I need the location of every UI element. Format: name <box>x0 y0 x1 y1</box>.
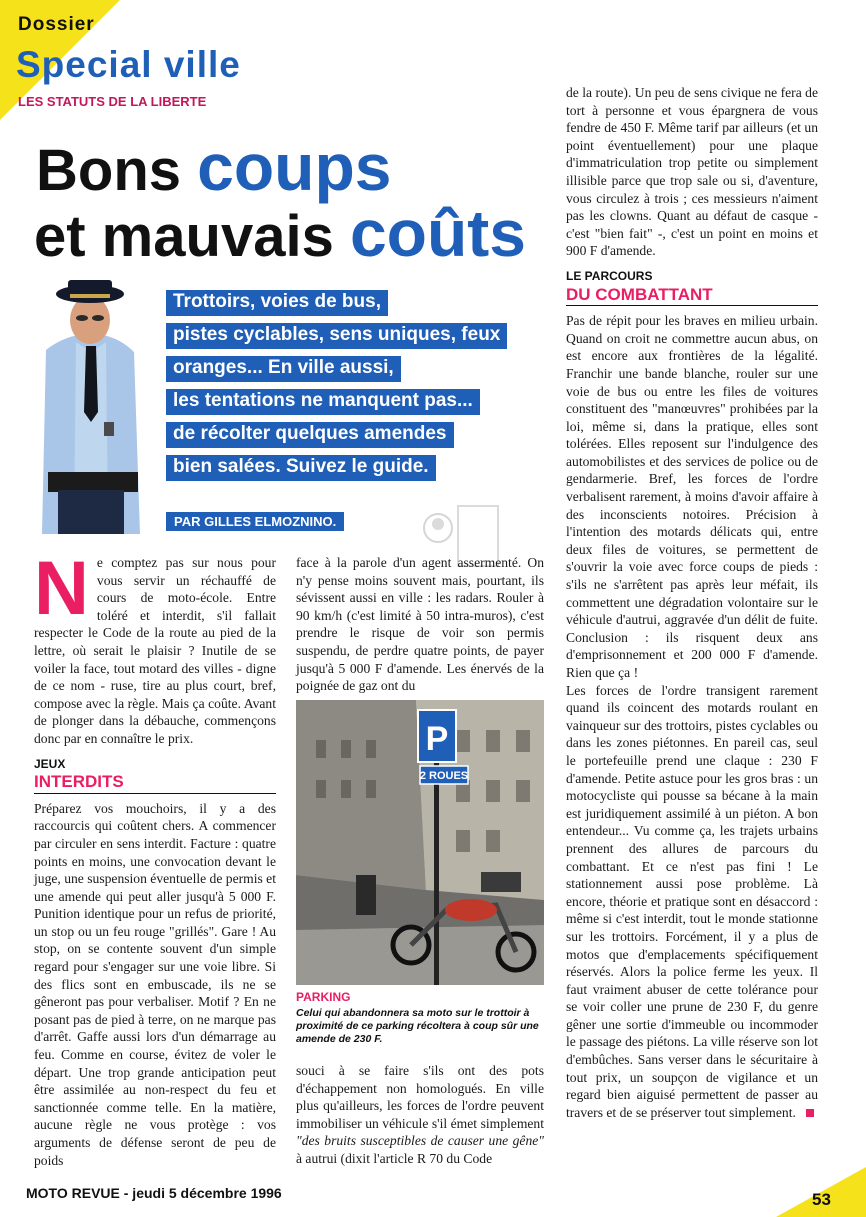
body-text: souci à se faire s'ils ont des pots d'échappement non homologués. En ville plus qu'ailleurs, les forces de l'ordre peuvent immobiliser un véhicule s'il émet simplement <box>296 1063 544 1131</box>
photo-caption: Celui qui abandonnera sa moto sur le trottoir à proximité de ce parking récoltera à coup sûr une amende de 230 F. <box>296 1007 539 1045</box>
police-officer-photo <box>36 272 142 534</box>
parking-sign-letter: P <box>425 720 449 758</box>
subhead: INTERDITS <box>34 773 276 794</box>
body-text: à autrui (dixit l'article R 70 du Code <box>296 1150 493 1166</box>
footer-magazine: MOTO REVUE - jeudi 5 décembre 1996 <box>26 1185 282 1201</box>
headline-word-blue: coûts <box>349 196 526 270</box>
parking-sign-label: 2 ROUES <box>419 770 469 782</box>
page-number: 53 <box>812 1190 831 1209</box>
subhead: DU COMBATTANT <box>566 286 818 307</box>
body-paragraph <box>566 682 818 1122</box>
quoted-text: "des bruits susceptibles de causer une gêne" <box>296 1133 544 1149</box>
byline: PAR GILLES ELMOZNINO. <box>166 512 344 531</box>
lead-line: pistes cyclables, sens uniques, feux <box>166 323 507 349</box>
headline-line-1 <box>36 130 392 204</box>
headline-word: et mauvais <box>34 204 334 269</box>
headline-word: Bons <box>36 138 181 203</box>
headline-word-blue: coups <box>197 130 392 204</box>
body-paragraph: Pas de répit pour les braves en milieu urbain. Quand on croit ne commettre aucun abus, on est encore aux frontières de la légalité. Franchir une bande blanche, rouler sur une voie de bus ou entre les files de voitures constituent des "manœuvres" prohibées par la loi, même si, dans la pratique, elles sont tolérées. Elles reposent sur l'indulgence des automobilistes et des services de police ou de gendarmerie. Bref, les forces de l'ordre verbalisent rarement, à moins d'avoir affaire à des inconscients notoires. Précision à l'intention des motards délicats qui, entre deux files de voitures, se permettent de s'ouvrir la voie avec force coups de pieds : s'ils ne s'arrêtent pas après leur méfait, ils commettent une dégradation volontaire sur le véhicule d'autrui, aggravée d'un délit de fuite. Conclusion : ils risquent deux ans d'emprisonnement et 200 000 F d'amende. Rien que ça ! <box>566 313 818 680</box>
drop-cap: N <box>34 546 89 631</box>
lead-line: bien salées. Suivez le guide. <box>166 455 436 481</box>
article-column-1 <box>34 546 276 1169</box>
lead-line: de récolter quelques amendes <box>166 422 454 448</box>
parking-street-photo <box>296 700 544 985</box>
body-text: Les forces de l'ordre transigent rarement quand ils coincent des motards roulant en vainqueur sur des trottoirs, pistes cyclables ou dans les zones piétonnes. En pareil cas, seul le portefeuille prend une claque : 230 F d'amende. Petite astuce pour les gros bras : un motocycliste qui pousse sa bécane à la main est juridiquement assimilé à un piéton. A bon entendeur... Vu comme ça, les trajets urbains prennent des allures de parcours du combattant. Et ce n'est pas fini ! Le stationnement aussi pose problème. Là encore, théorie et pratique sont en désaccord : même si c'est interdit, tout le monde stationne sur les trottoirs. Forcément, il y a plus de motos que d'emplacements spécifiquement réservés. Alors la police ferme les yeux. Il faut vraiment abuser de cette tolérance pour se voir coller une prune de 230 F, du genre gêner une sortie d'immeuble ou incommoder le passage des piétons. La ville réserve son lot d'embûches. Sans verser dans le sécuritaire à tout prix, un soupçon de vigilance et un regard bien aiguisé permettent de passer au travers et de se préserver tout simplement. <box>566 682 818 1120</box>
section-label: Dossier <box>18 14 95 35</box>
body-paragraph: Préparez vos mouchoirs, il y a des raccourcis qui coûtent chers. A commencer par circuler en sens interdit. Facture : quatre points en moins, une convocation devant le juge, une suspension éventuelle de permis et une amende qui peut aller jusqu'à 5 000 F. Punition identique pour un refus de priorité, un stop ou un feu rouge "grillés". Gare ! Au stop, on se contente souvent d'un simple regard pour s'engager sur une voie libre. Si des flics sont en embuscade, ils ne se gêneront pas pour verbaliser. Motif ? En ne posant pas de pied à terre, on ne marque pas d'arrêt. Gaffe aussi lors d'un démarrage au feu. Comme en course, évitez de voler le départ. Une trop grande anticipation peut être assimilée au non-respect du feu et sanctionnée comme telle. En la matière, aucune règle ne vous protège : vos arguments de défense seront de peu de poids <box>34 800 276 1168</box>
intro-paragraph: de la route). Un peu de sens civique ne fera de tort à personne et vous épargnera de vous fendre de 450 F. Même tarif par ailleurs (et un point éventuellement) pour une plaque d'immatriculation trop petite ou simplement illisible parce que trop sale ou si, d'aventure, vous circulez à trois ; ces messieurs n'aiment pas les clowns. Quant au défaut de casque - c'est "bien fait" -, c'est un point en moins et 900 F d'amende. <box>566 85 818 259</box>
article-column-2-top: face à la parole d'un agent assermenté. On n'y pense moins souvent mais, pourtant, ils sévissent aussi en ville : les radars. Rouler à 90 km/h (c'est limité à 50 intra-muros), c'est prendre le risque de voir son permis suspendu, de perdre quatre points, de payer jusqu'à 5 000 F d'amende. Les énervés de la poignée de gaz ont du <box>296 555 544 694</box>
intro-paragraph: e comptez pas sur nous pour vous servir un réchauffé de cours de moto-école. Entre toléré et interdit, s'il fallait respecter le Code de la route au pied de la lettre, où serait le plaisir ? Inutile de se voiler la face, tout motard des villes - digne de ce nom - ruse, tire au plus court, bref, compose avec la règle. Mais ça coûte. Avant de plonger dans la débauche, commençons donc par en connaître le prix. <box>34 555 276 746</box>
article-column-2-bottom <box>296 1062 544 1168</box>
lead-line: Trottoirs, voies de bus, <box>166 290 388 316</box>
subhead-small: JEUX <box>34 756 66 771</box>
headline-line-2 <box>34 196 526 270</box>
subhead-small: LE PARCOURS <box>566 268 653 283</box>
end-mark-icon <box>806 1109 814 1117</box>
lead-line: oranges... En ville aussi, <box>166 356 401 382</box>
article-column-3 <box>566 84 818 1121</box>
photo-caption-title: PARKING <box>296 990 351 1004</box>
lead-paragraph <box>166 290 507 488</box>
lead-line: les tentations ne manquent pas... <box>166 389 480 415</box>
section-title: Special ville <box>16 44 241 85</box>
section-subtitle: LES STATUTS DE LA LIBERTE <box>18 94 207 109</box>
